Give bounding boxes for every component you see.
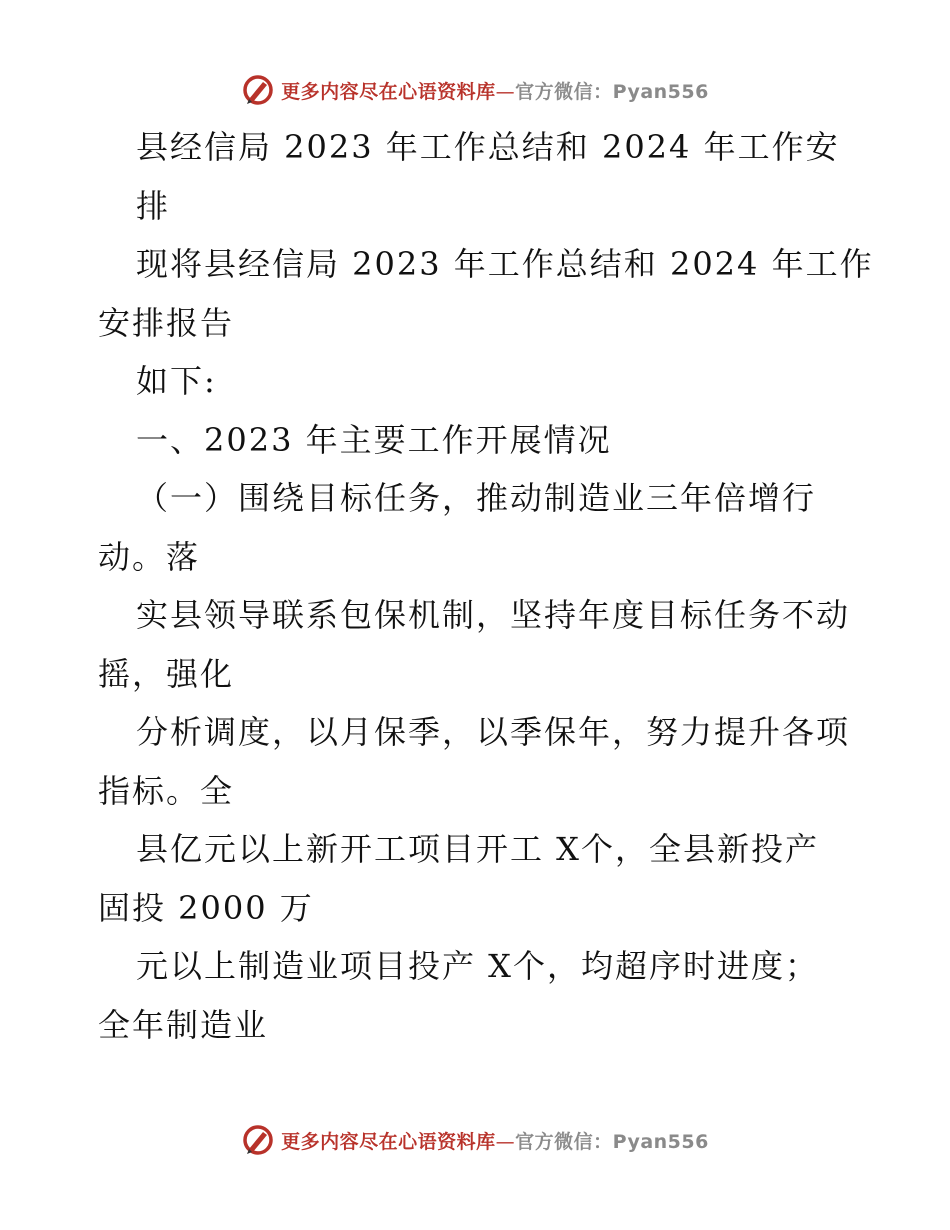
document-line: 摇，强化 [98,654,235,693]
document-line: 动。落 [98,537,201,576]
document-line: 指标。全 [98,771,235,810]
pen-logo-icon [241,73,275,107]
watermark-text [281,77,709,104]
document-line: 县经信局 2023 年工作总结和 2024 年工作安 [136,128,840,166]
watermark-wechat: 官方微信：Pyan556 [515,1130,709,1153]
document-line: 排 [136,186,171,225]
watermark-wechat: 官方微信：Pyan556 [515,80,709,103]
document-line: 元以上制造业项目投产 X个，均超序时进度； [136,947,819,985]
document-line: 分析调度，以月保季，以季保年，努力提升各项 [136,713,851,751]
document-line: 县亿元以上新开工项目开工 X个，全县新投产 [136,830,819,868]
document-line: 安排报告 [98,303,235,342]
watermark-library-name: 更多内容尽在心语资料库 [281,1130,496,1153]
document-line: 全年制造业 [98,1005,269,1044]
header-watermark [0,70,950,110]
document-line: 固投 2000 万 [98,888,314,927]
watermark-dash: — [495,80,516,103]
watermark-library-name: 更多内容尽在心语资料库 [281,80,496,103]
watermark-dash: — [495,1130,516,1153]
document-line: 现将县经信局 2023 年工作总结和 2024 年工作 [136,245,874,283]
footer-watermark [0,1120,950,1160]
watermark-text [281,1127,709,1154]
document-line: 如下: [136,362,217,400]
document-body [98,118,874,1054]
document-line: 一、2023 年主要工作开展情况 [136,420,612,459]
document-line: 实县领导联系包保机制，坚持年度目标任务不动 [136,596,851,634]
pen-logo-icon [241,1123,275,1157]
document-line: （一）围绕目标任务，推动制造业三年倍增行 [136,479,817,517]
